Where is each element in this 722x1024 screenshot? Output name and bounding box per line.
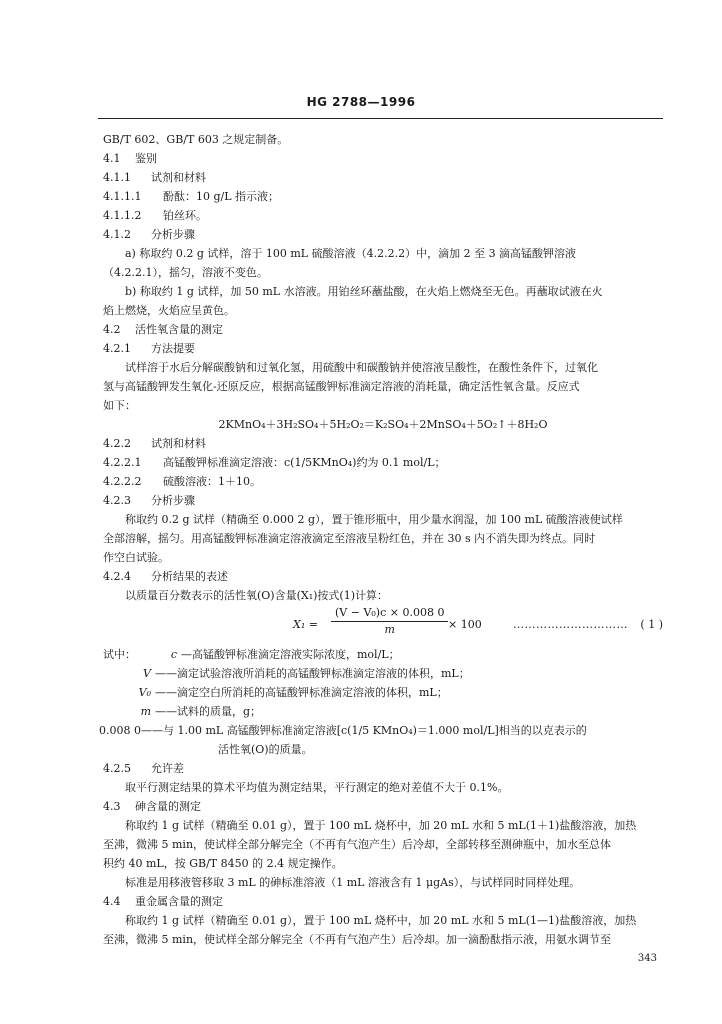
paragraph-line: 称取约 0.2 g 试样（精确至 0.000 2 g），置于锥形瓶中，用少量水润湿，加 100 mL 硫酸溶液使试样 — [125, 513, 623, 526]
paragraph-line: 作空白试验。 — [103, 551, 169, 564]
formula-leader-dots: ………………………… — [513, 618, 628, 631]
paragraph-line: 全部溶解，摇匀。用高锰酸钾标准滴定溶液滴定至溶液呈粉红色，并在 30 s 内不消失即为终点。同时 — [103, 532, 596, 545]
section-number: 4.1.2 — [103, 228, 131, 241]
symbol-c: c — [170, 648, 177, 661]
paragraph-line: （4.2.2.1），摇匀，溶液不变色。 — [103, 266, 268, 279]
paragraph-line: 如下： — [103, 399, 136, 412]
section-number: 4.2.2.2 — [103, 475, 142, 488]
symbol-v: V — [143, 667, 151, 680]
section-heading-4-1-2 — [103, 225, 663, 244]
paragraph-line: 积约 40 mL，按 GB/T 8450 的 2.4 规定操作。 — [103, 857, 343, 870]
section-number: 4.2 — [103, 323, 121, 336]
formula-denominator: m — [384, 623, 395, 636]
section-heading-4-4 — [103, 892, 663, 911]
section-heading-4-2-2-1 — [103, 453, 663, 472]
paragraph-line: 以质量百分数表示的活性氧(O)含量(X₁)按式(1)计算： — [125, 589, 389, 602]
section-title: 砷含量的测定 — [135, 800, 201, 813]
section-number: 4.2.5 — [103, 762, 131, 775]
paragraph-line: 称取约 1 g 试样（精确至 0.01 g），置于 100 mL 烧杯中，加 20 mL 水和 5 mL(1—1)盐酸溶液，加热 — [125, 914, 637, 927]
section-title: 允许差 — [151, 762, 184, 775]
definition-text: ——试料的质量，g； — [155, 705, 262, 718]
section-number: 4.2.3 — [103, 494, 131, 507]
paragraph-line: 试样溶于水后分解碳酸钠和过氧化氢，用硫酸中和碳酸钠并使溶液呈酸性，在酸性条件下，过氧化 — [125, 361, 598, 374]
paragraph-line: 称取约 1 g 试样（精确至 0.01 g），置于 100 mL 烧杯中，加 20 mL 水和 5 mL(1＋1)盐酸溶液，加热 — [125, 819, 637, 832]
paragraph-line: 至沸，微沸 5 min，使试样全部分解完全（不再有气泡产生）后冷却。加一滴酚酞指示液，用氨水调节至 — [103, 933, 612, 946]
section-number: 4.1.1.1 — [103, 190, 142, 203]
section-heading-4-2-2 — [103, 434, 663, 453]
where-label: 试中： — [103, 648, 136, 661]
section-title: 分析结果的表述 — [151, 570, 228, 583]
symbol-definition — [103, 664, 663, 683]
formula-numerator: (V − V₀)c × 0.008 0 — [331, 605, 448, 622]
section-title: 试剂和材料 — [151, 171, 206, 184]
section-title: 方法提要 — [151, 342, 195, 355]
section-heading-4-2-4 — [103, 567, 663, 586]
section-heading-4-1 — [103, 149, 663, 168]
definition-text: —高锰酸钾标准滴定溶液实际浓度，mol/L； — [181, 648, 400, 661]
symbol-v0: V₀ — [138, 686, 151, 699]
section-number: 4.2.1 — [103, 342, 131, 355]
section-title: 铂丝环。 — [163, 209, 207, 222]
section-title: 高锰酸钾标准滴定溶液：c(1/5KMnO₄)约为 0.1 mol/L； — [163, 456, 446, 469]
section-number: 4.4 — [103, 895, 121, 908]
section-heading-4-1-1-1 — [103, 187, 663, 206]
section-title: 重金属含量的测定 — [135, 895, 223, 908]
section-number: 4.2.2 — [103, 437, 131, 450]
section-heading-4-1-1 — [103, 168, 663, 187]
section-number: 4.3 — [103, 800, 121, 813]
paragraph-line: b) 称取约 1 g 试样，加 50 mL 水溶液。用铂丝环蘸盐酸，在火焰上燃烧至无色。再蘸取试液在火 — [125, 285, 603, 298]
section-heading-4-2-1 — [103, 339, 663, 358]
definition-text: ——滴定试验溶液所消耗的高锰酸钾标准滴定溶液的体积，mL； — [155, 667, 470, 680]
section-title: 分析步骤 — [151, 494, 195, 507]
section-heading-4-3 — [103, 797, 663, 816]
section-number: 4.1.1.2 — [103, 209, 142, 222]
section-number: 4.2.4 — [103, 570, 131, 583]
header-rule — [98, 118, 663, 119]
paragraph-line: 取平行测定结果的算术平均值为测定结果，平行测定的绝对差值不大于 0.1%。 — [125, 781, 509, 794]
formula-lhs: X₁ = — [293, 618, 318, 631]
constant-definition-continued: 活性氧(O)的质量。 — [218, 743, 313, 756]
section-number: 4.1.1 — [103, 171, 131, 184]
calculation-formula — [103, 605, 663, 645]
paragraph-line: a) 称取约 0.2 g 试样，溶于 100 mL 硫酸溶液（4.2.2.2）中，滴加 2 至 3 滴高锰酸钾溶液 — [125, 247, 577, 260]
symbol-definition — [103, 645, 663, 664]
symbol-m: m — [140, 705, 151, 718]
section-title: 活性氧含量的测定 — [135, 323, 223, 336]
paragraph-line: 至沸，微沸 5 min，使试样全部分解完全（不再有气泡产生）后冷却，全部转移至测砷瓶中，加水至总体 — [103, 838, 612, 851]
section-title: 硫酸溶液：1＋10。 — [163, 475, 261, 488]
paragraph-line: 氢与高锰酸钾发生氧化-还原反应，根据高锰酸钾标准滴定溶液的消耗量，确定活性氧含量。反应式 — [103, 380, 580, 393]
section-number: 4.2.2.1 — [103, 456, 142, 469]
section-title: 酚酞：10 g/L 指示液； — [163, 190, 280, 203]
section-title: 鉴别 — [135, 152, 157, 165]
standard-code-header: HG 2788—1996 — [306, 95, 416, 109]
equation-number: ( 1 ) — [640, 618, 663, 631]
page-number: 343 — [637, 953, 657, 964]
section-heading-4-1-1-2 — [103, 206, 663, 225]
section-title: 试剂和材料 — [151, 437, 206, 450]
reaction-equation: 2KMnO₄＋3H₂SO₄＋5H₂O₂＝K₂SO₄＋2MnSO₄＋5O₂↑＋8H₂O — [218, 418, 548, 431]
symbol-definition — [103, 683, 663, 702]
symbol-definition — [103, 702, 663, 721]
section-heading-4-2-5 — [103, 759, 663, 778]
definition-text: ——滴定空白所消耗的高锰酸钾标准滴定溶液的体积，mL； — [155, 686, 448, 699]
paragraph-line: 标准是用移液管移取 3 mL 的砷标准溶液（1 mL 溶液含有 1 μgAs），与试样同时同样处理。 — [125, 876, 581, 889]
constant-definition: 0.008 0——与 1.00 mL 高锰酸钾标准滴定溶液[c(1/5 KMnO₄)＝1.000 mol/L]相当的以克表示的 — [99, 724, 587, 737]
section-heading-4-2-2-2 — [103, 472, 663, 491]
section-heading-4-2-3 — [103, 491, 663, 510]
formula-fraction — [331, 605, 448, 638]
text-line: GB/T 602、GB/T 603 之规定制备。 — [103, 133, 289, 146]
section-title: 分析步骤 — [151, 228, 195, 241]
paragraph-line: 焰上燃烧，火焰应呈黄色。 — [103, 304, 235, 317]
formula-multiplier: × 100 — [448, 618, 482, 631]
document-body — [99, 130, 663, 949]
section-heading-4-2 — [103, 320, 663, 339]
section-number: 4.1 — [103, 152, 121, 165]
